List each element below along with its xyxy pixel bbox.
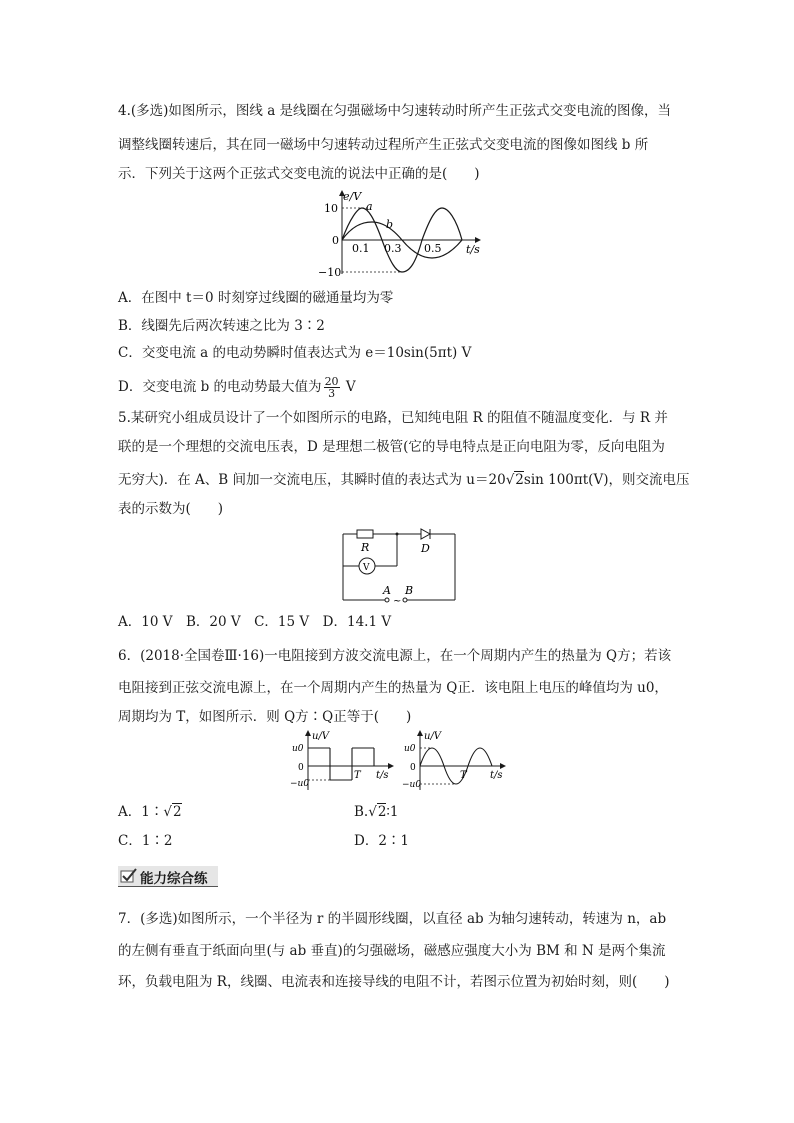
q6-sine-xlabel: t/s	[490, 770, 503, 781]
q4-ytick-neg10: −10	[318, 266, 342, 278]
q4-option-d	[118, 376, 356, 399]
q5-label-tilde: ~	[393, 596, 402, 606]
q4-option-d-unit: V	[345, 379, 356, 395]
q4-xtick-0.3: 0.3	[384, 242, 402, 255]
q7-line-3: 环，负载电阻为 R，线圈、电流表和连接导线的电阻不计，若图示位置为初始时刻，则( )	[118, 974, 670, 990]
q6-option-a	[118, 803, 182, 821]
q4-line-3: 示．下列关于这两个正弦式交变电流的说法中正确的是( )	[118, 166, 480, 182]
check-icon	[120, 868, 138, 884]
q5-label-b: B	[405, 584, 414, 597]
q4-ytick-10: 10	[324, 202, 338, 215]
q5-line-4: 表的示数为( )	[118, 501, 224, 517]
section-header	[118, 866, 218, 887]
section-title: 能力综合练	[140, 871, 208, 887]
q6-option-b-text: B.	[354, 804, 369, 820]
q7-line-2: 的左侧有垂直于纸面向里(与 ab 垂直)的匀强磁场，磁感应强度大小为 BM 和 N 是两个集流	[118, 943, 666, 959]
q6-line-1: 6．(2018·全国卷Ⅲ·16)一电阻接到方波交流电源上，在一个周期内产生的热量为 Q方；若该	[118, 648, 672, 664]
q5-label-r: R	[361, 541, 370, 554]
q4-label-b: b	[386, 218, 394, 231]
q7-line-1: 7．(多选)如图所示，一个半径为 r 的半圆形线圈，以直径 ab 为轴匀速转动，转速为 n，ab	[118, 911, 667, 927]
q5-line-3-post: sin 100πt(V)，则交流电压	[523, 472, 690, 488]
q6-square-ylabel: u/V	[312, 731, 330, 742]
q5-options: A．10 V B．20 V C．15 V D．14.1 V	[118, 614, 392, 630]
q6-line-3: 周期均为 T，如图所示．则 Q方∶Q正等于( )	[118, 709, 412, 725]
q6-option-b-post: ∶1	[386, 804, 399, 820]
q5-label-v: V	[363, 563, 370, 573]
q6-sine-neg-u0: −u0	[402, 780, 422, 790]
q6-option-b-sqrt-value: 2	[377, 804, 387, 820]
q6-square-u0: u0	[292, 744, 304, 754]
q5-line-3	[118, 471, 689, 489]
q4-option-d-text: D．交变电流 b 的电动势最大值为	[118, 379, 322, 395]
q6-sine-wave-graph	[400, 730, 508, 792]
q4-ylabel: e/V	[343, 190, 362, 203]
q4-option-a: A．在图中 t＝0 时刻穿过线圈的磁通量均为零	[118, 290, 394, 306]
q6-sine-ylabel: u/V	[424, 731, 442, 742]
q4-sine-graph	[310, 188, 485, 278]
q6-option-c: C．1∶2	[118, 833, 173, 849]
q4-line-2: 调整线圈转速后，其在同一磁场中匀速转动过程所产生正弦式交变电流的图像如图线 b 所	[118, 137, 649, 153]
q6-sine-t: T	[460, 770, 467, 781]
q5-label-a: A	[383, 584, 391, 597]
q4-label-a: a	[366, 200, 373, 213]
q6-option-a-sqrt-value: 2	[172, 804, 182, 820]
q4-line-1: 4.(多选)如图所示，图线 a 是线圈在匀强磁场中匀速转动时所产生正弦式交变电流的图像，当	[118, 103, 672, 119]
q6-sine-u0: u0	[404, 744, 416, 754]
q4-ytick-0: 0	[332, 234, 339, 247]
q4-option-d-fraction	[324, 376, 340, 399]
q4-xtick-0.5: 0.5	[424, 242, 442, 255]
q6-sine-zero: 0	[410, 763, 416, 773]
q5-label-d: D	[421, 542, 430, 555]
q4-xtick-0.1: 0.1	[352, 242, 370, 255]
q5-sqrt-value: 2	[515, 472, 524, 488]
q6-square-xlabel: t/s	[376, 770, 389, 781]
q5-circuit-diagram	[335, 524, 465, 606]
q6-square-wave-graph	[290, 730, 395, 792]
q6-square-t: T	[354, 770, 361, 781]
q6-option-a-sqrt-sign: √	[163, 804, 172, 820]
q4-xlabel: t/s	[466, 243, 480, 256]
q4-option-d-numerator: 20	[324, 375, 339, 388]
q6-option-d: D．2∶1	[354, 833, 410, 849]
q6-option-b	[354, 803, 399, 821]
q6-square-zero: 0	[298, 763, 304, 773]
q5-line-3-pre: 无穷大)．在 A、B 间加一交流电压，其瞬时值的表达式为 u＝20	[118, 472, 506, 488]
q4-option-c: C．交变电流 a 的电动势瞬时值表达式为 e＝10sin(5πt) V	[118, 345, 472, 361]
q4-option-d-denominator: 3	[328, 387, 336, 400]
q4-option-b: B．线圈先后两次转速之比为 3∶2	[118, 318, 325, 334]
q6-option-a-text: A．1∶	[118, 804, 164, 820]
q6-option-b-sqrt-sign: √	[368, 804, 377, 820]
q5-line-2: 联的是一个理想的交流电压表，D 是理想二极管(它的导电特点是正向电阻为零，反向电阻为	[118, 439, 665, 455]
q6-square-neg-u0: −u0	[290, 779, 310, 789]
q6-line-2: 电阻接到正弦交流电源上，在一个周期内产生的热量为 Q正．该电阻上电压的峰值均为 u0，	[118, 680, 668, 696]
q5-line-1: 5.某研究小组成员设计了一个如图所示的电路，已知纯电阻 R 的阻值不随温度变化．与 R 并	[118, 410, 668, 426]
q5-sqrt-sign: √	[505, 472, 515, 488]
